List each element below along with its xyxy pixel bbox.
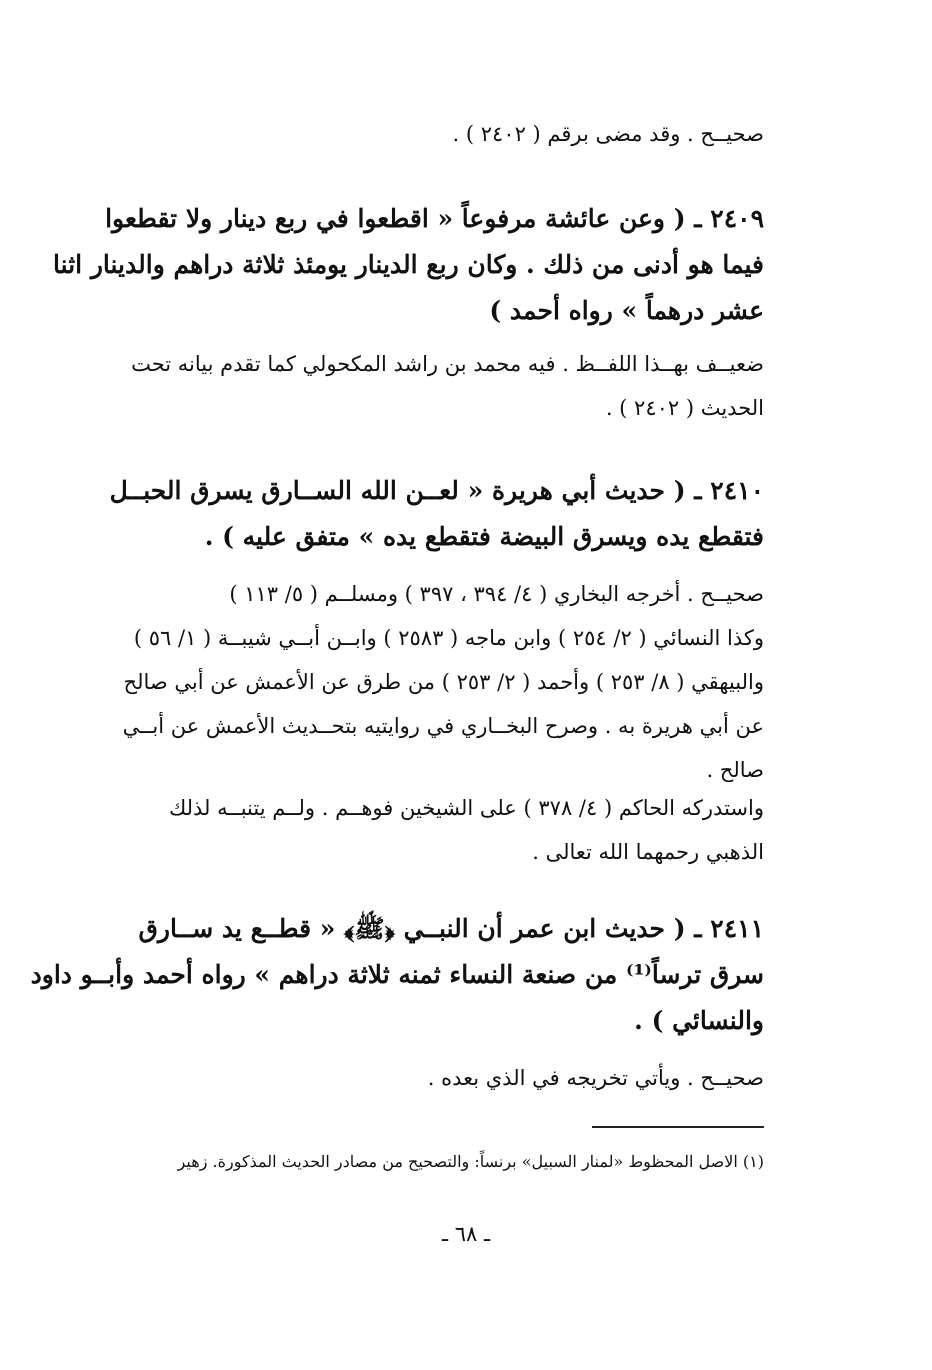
hadith-2410 xyxy=(109,468,764,560)
text-line: وكذا النسائي ( ٢/ ٢٥٤ ) وابن ماجه ( ٢٥٨٣ ) وابــن أبــي شيبــة ( ١/ ٥٦ ) xyxy=(133,626,764,650)
text-line: صحيــح . وقد مضى برقم ( ٢٤٠٢ ) . xyxy=(452,122,764,146)
grade-2410 xyxy=(122,572,764,792)
text-line: عشر درهماً » رواه أحمد ) xyxy=(489,296,764,325)
footnote-separator xyxy=(592,1126,764,1128)
grade-2409 xyxy=(131,342,764,430)
text-line: سرق ترساً⁽¹⁾ من صنعة النساء ثمنه ثلاثة دراهم » رواه أحمد وأبــو داود xyxy=(30,960,764,989)
text-line: صحيــح . ويأتي تخريجه في الذي بعده . xyxy=(427,1066,764,1090)
text-line: عن أبي هريرة به . وصرح البخــاري في روايتيه بتحــديث الأعمش عن أبــي xyxy=(122,714,764,738)
footnote: (١) الاصل المحظوط «لمنار السبيل» برنساً: والتصحيح من مصادر الحديث المذكورة. زهير xyxy=(177,1152,764,1171)
text-line: ٢٤١١ ـ ( حديث ابن عمر أن النبــي ﴿ﷺ﴾ « قطــع يد ســارق xyxy=(138,914,764,943)
hadith-2409 xyxy=(53,196,764,334)
grade-2411 xyxy=(164,1056,764,1100)
text-line: الحديث ( ٢٤٠٢ ) . xyxy=(605,396,764,420)
text-line: فيما هو أدنى من ذلك . وكان ربع الدينار يومئذ ثلاثة دراهم والدينار اثنا xyxy=(53,250,764,279)
grade-2410-note xyxy=(164,786,764,874)
text-line: ضعيــف بهــذا اللفــظ . فيه محمد بن راشد المكحولي كما تقدم بيانه تحت xyxy=(131,352,764,376)
hadith-2411 xyxy=(30,906,764,1044)
page-number: ـ ٦٨ ـ xyxy=(441,1222,491,1246)
text-line: الذهبي رحمهما الله تعالى . xyxy=(532,840,764,864)
text-line: واستدركه الحاكم ( ٤/ ٣٧٨ ) على الشيخين فوهــم . ولــم يتنبــه لذلك xyxy=(168,796,764,820)
text-line: ٢٤٠٩ ـ ( وعن عائشة مرفوعاً « اقطعوا في ربع دينار ولا تقطعوا xyxy=(105,204,764,233)
text-line: ٢٤١٠ ـ ( حديث أبي هريرة « لعــن الله الســارق يسرق الحبــل xyxy=(109,476,764,505)
text-line: والنسائي ) . xyxy=(634,1006,764,1035)
text-line: صحيــح . أخرجه البخاري ( ٤/ ٣٩٤ ، ٣٩٧ ) ومسلــم ( ٥/ ١١٣ ) xyxy=(229,582,764,606)
text-line: والبيهقي ( ٨/ ٢٥٣ ) وأحمد ( ٢/ ٢٥٣ ) من طرق عن الأعمش عن أبي صالح xyxy=(123,670,764,694)
text-line: فتقطع يده ويسرق البيضة فتقطع يده » متفق عليه ) . xyxy=(204,522,764,551)
grade-2408 xyxy=(164,112,764,156)
text-line: صالح . xyxy=(706,758,764,782)
